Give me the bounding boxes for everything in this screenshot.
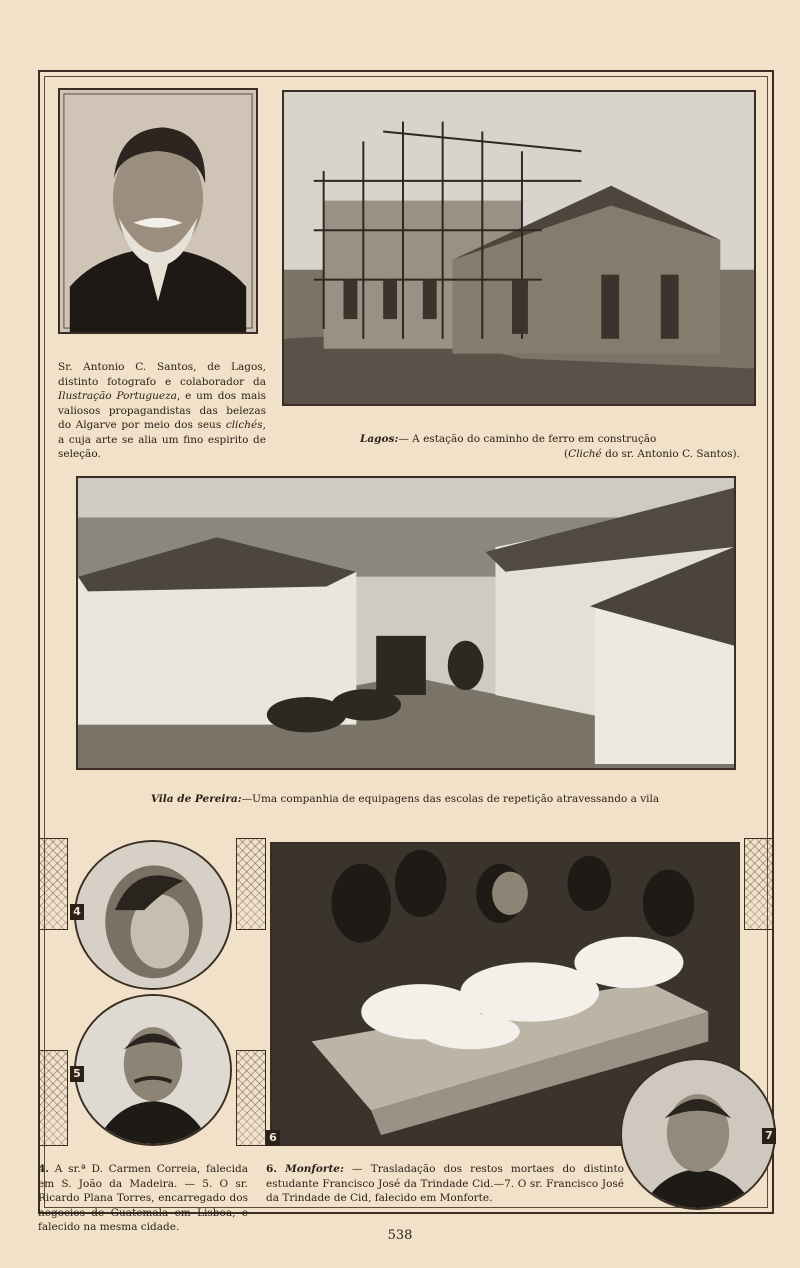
- photo-lagos-station: [282, 90, 756, 406]
- caption-vila-text: —Uma companhia de equipagens das escolas de repetição atravessando a vila: [241, 793, 660, 805]
- caption-n6: 6.: [266, 1163, 277, 1175]
- caption-lagos-credit-rest: do sr. Antonio C. Santos).: [601, 447, 740, 460]
- caption-vila-place: Vila de Pereira:: [150, 793, 242, 805]
- badge-6: 6: [266, 1130, 280, 1146]
- photo-vila-de-pereira: [76, 476, 736, 770]
- caption-lagos-place: Lagos:: [360, 433, 399, 445]
- caption-lagos-credit-open: (: [564, 447, 569, 460]
- caption-antonio-text2: , e um dos mais valiosos propagandistas das belezas do Algarve por meio dos seus: [58, 390, 266, 431]
- badge-4: 4: [70, 904, 84, 920]
- caption-antonio-text3: , a cuja arte se alia um fino espirito de seleção.: [58, 419, 266, 460]
- caption-monforte: [266, 1162, 624, 1206]
- ornament-strip-mid-top: [236, 838, 266, 930]
- caption-portraits-4-5: [38, 1162, 248, 1235]
- caption-antonio-magazine: Ilustração Portugueza: [58, 390, 177, 402]
- portrait-francisco-trindade-cid: [620, 1058, 776, 1210]
- ornament-strip-left-bottom: [38, 1050, 68, 1146]
- caption-lagos-credit-word: Cliché: [568, 447, 602, 460]
- portrait-antonio-santos: [58, 88, 258, 334]
- ornament-strip-right-top: [744, 838, 774, 930]
- ornament-strip-left-top: [38, 838, 68, 930]
- caption-bottom-left-text: A sr.ª D. Carmen Correia, falecida em S. João da Madeira. — 5. O sr. Ricardo Plana Torres, encarregado dos negocios de Guatemala em Lisboa, e falecido na mesma cidade.: [38, 1163, 248, 1233]
- caption-antonio-text1: distinto fotografo e colaborador da: [58, 375, 266, 388]
- caption-n4: 4.: [38, 1163, 49, 1175]
- page-number: 538: [387, 1228, 413, 1243]
- caption-lagos: [360, 432, 740, 461]
- ornament-strip-mid-bottom: [236, 1050, 266, 1146]
- caption-antonio-cliches: clichés: [225, 419, 263, 431]
- portrait-carmen-correia: [74, 840, 232, 990]
- portrait-ricardo-plana-torres: [74, 994, 232, 1146]
- caption-antonio-name: Sr. Antonio C. Santos, de Lagos,: [58, 361, 266, 373]
- caption-vila-de-pereira: [60, 792, 750, 807]
- caption-antonio-santos: [58, 360, 266, 462]
- badge-5: 5: [70, 1066, 84, 1082]
- caption-lagos-text: — A estação do caminho de ferro em construção: [398, 433, 657, 445]
- badge-7: 7: [762, 1128, 776, 1144]
- caption-monforte-text: — Trasladação dos restos mortaes do distinto estudante Francisco José da Trindade Cid.—7. O sr. Francisco José da Trindade de Cid, falecido em Monforte.: [266, 1163, 624, 1204]
- caption-monforte-place: Monforte:: [285, 1163, 344, 1175]
